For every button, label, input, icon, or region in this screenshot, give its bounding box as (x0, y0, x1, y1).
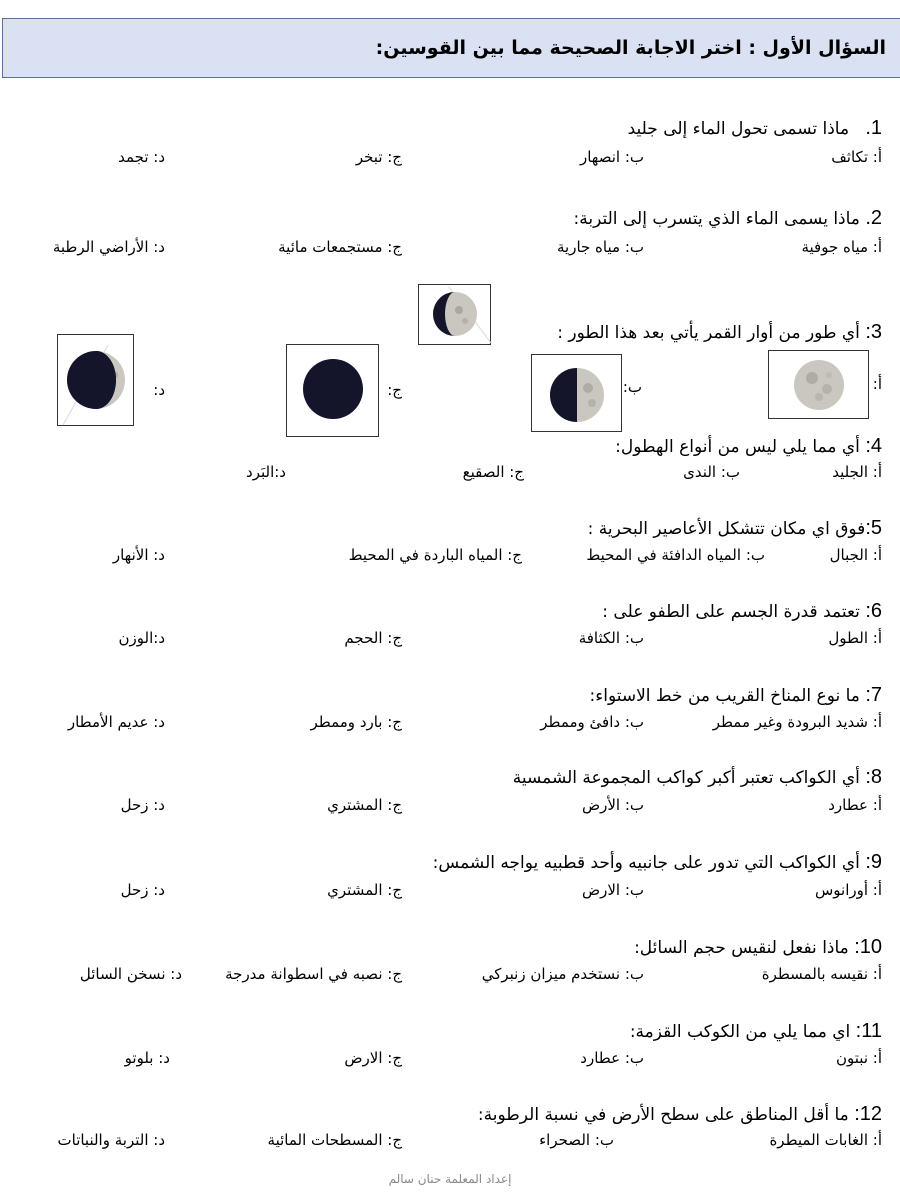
option-a-label[interactable]: أ: (872, 375, 882, 393)
option-c[interactable]: ج: المسطحات المائية (267, 1131, 402, 1149)
option-a[interactable]: أ: مياه جوفية (801, 238, 882, 256)
option-a[interactable]: أ: الغابات الميطرة (769, 1131, 882, 1149)
section-header (2, 18, 900, 78)
question-text: 7: ما نوع المناخ القريب من خط الاستواء: (589, 684, 882, 706)
question-text: 2. ماذا يسمى الماء الذي يتسرب إلى التربة: (573, 207, 882, 229)
option-b[interactable]: ب: الصحراء (539, 1131, 614, 1149)
option-a-full-moon-image[interactable] (768, 350, 869, 419)
question-text: 9: أي الكواكب التي تدور على جانبيه وأحد قطبيه يواجه الشمس: (432, 851, 882, 873)
option-b[interactable]: ب: الكثافة (578, 629, 644, 647)
option-d[interactable]: د:الوزن (118, 629, 165, 647)
option-d-crescent-moon-image[interactable] (57, 334, 134, 426)
question-text: 11: اي مما يلي من الكوكب القزمة: (629, 1020, 882, 1042)
option-c[interactable]: ج: المشتري (327, 796, 402, 814)
option-d[interactable]: د: التربة والنباتات (57, 1131, 165, 1149)
option-d[interactable]: د: نسخن السائل (79, 965, 182, 983)
given-moon-phase-image (418, 284, 491, 345)
option-b[interactable]: ب: الأرض (581, 796, 644, 814)
option-b[interactable]: ب: انصهار (579, 148, 644, 166)
option-b[interactable]: ب: الارض (581, 881, 644, 899)
option-d[interactable]: د: تجمد (118, 148, 165, 166)
option-c[interactable]: ج: الحجم (344, 629, 402, 647)
option-d[interactable]: د: الأراضي الرطبة (52, 238, 165, 256)
option-c[interactable]: ج: تبخر (355, 148, 402, 166)
option-c[interactable]: ج: المشتري (327, 881, 402, 899)
option-b[interactable]: ب: عطارد (580, 1049, 644, 1067)
option-c[interactable]: ج: نصبه في اسطوانة مدرجة (225, 965, 402, 983)
question-text: 5:فوق اي مكان تتشكل الأعاصير البحرية : (587, 517, 882, 539)
question-text: 4: أي مما يلي ليس من أنواع الهطول: (615, 435, 882, 457)
option-d[interactable]: د:البَرد (246, 463, 286, 481)
option-d[interactable]: د: زحل (120, 796, 165, 814)
option-a[interactable]: أ: الطول (828, 629, 882, 647)
option-a[interactable]: أ: الجليد (832, 463, 882, 481)
question-text: 12: ما أقل المناطق على سطح الأرض في نسبة الرطوبة: (477, 1103, 882, 1125)
option-b[interactable]: ب: نستخدم ميزان زنبركي (481, 965, 644, 983)
option-a[interactable]: أ: تكاثف (831, 148, 882, 166)
option-a[interactable]: أ: نبتون (836, 1049, 882, 1067)
option-a[interactable]: أ: أورانوس (814, 881, 882, 899)
option-c[interactable]: ج: الارض (344, 1049, 402, 1067)
question-text: 1. ماذا تسمى تحول الماء إلى جليد (627, 117, 882, 139)
option-a[interactable]: أ: الجبال (829, 546, 882, 564)
option-c-label[interactable]: ج: (387, 381, 402, 399)
question-text: 10: ماذا نفعل لنقيس حجم السائل: (634, 936, 882, 958)
option-d-label[interactable]: د: (153, 381, 165, 399)
option-a[interactable]: أ: شديد البرودة وغير ممطر (712, 713, 882, 731)
question-text: 6: تعتمد قدرة الجسم على الطفو على : (602, 600, 882, 622)
option-c[interactable]: ج: بارد وممطر (310, 713, 402, 731)
question-text: 8: أي الكواكب تعتبر أكبر كواكب المجموعة الشمسية (512, 766, 882, 788)
option-d[interactable]: د: عديم الأمطار (67, 713, 165, 731)
option-b-quarter-moon-image[interactable] (531, 354, 622, 432)
option-d[interactable]: د: زحل (120, 881, 165, 899)
option-b[interactable]: ب: دافئ وممطر (540, 713, 644, 731)
option-c[interactable]: ج: الصقيع (462, 463, 524, 481)
option-c-new-moon-image[interactable] (286, 344, 379, 437)
question-text: 3: أي طور من أوار القمر يأتي بعد هذا الطور : (557, 321, 882, 343)
option-a[interactable]: أ: عطارد (828, 796, 882, 814)
option-c[interactable]: ج: مستجمعات مائية (278, 238, 402, 256)
option-b-label[interactable]: ب: (622, 378, 642, 396)
option-a[interactable]: أ: نقيسه بالمسطرة (761, 965, 882, 983)
option-b[interactable]: ب: المياه الدافئة في المحيط (586, 546, 765, 564)
option-d[interactable]: د: بلوتو (124, 1049, 170, 1067)
section-title: السؤال الأول : اختر الاجابة الصحيحة مما بين القوسين: (375, 36, 886, 59)
option-d[interactable]: د: الأنهار (112, 546, 165, 564)
option-c[interactable]: ج: المياه الباردة في المحيط (348, 546, 522, 564)
footer-credit: إعداد المعلمة حنان سالم (388, 1172, 512, 1186)
option-b[interactable]: ب: الندى (683, 463, 740, 481)
option-b[interactable]: ب: مياه جارية (556, 238, 644, 256)
